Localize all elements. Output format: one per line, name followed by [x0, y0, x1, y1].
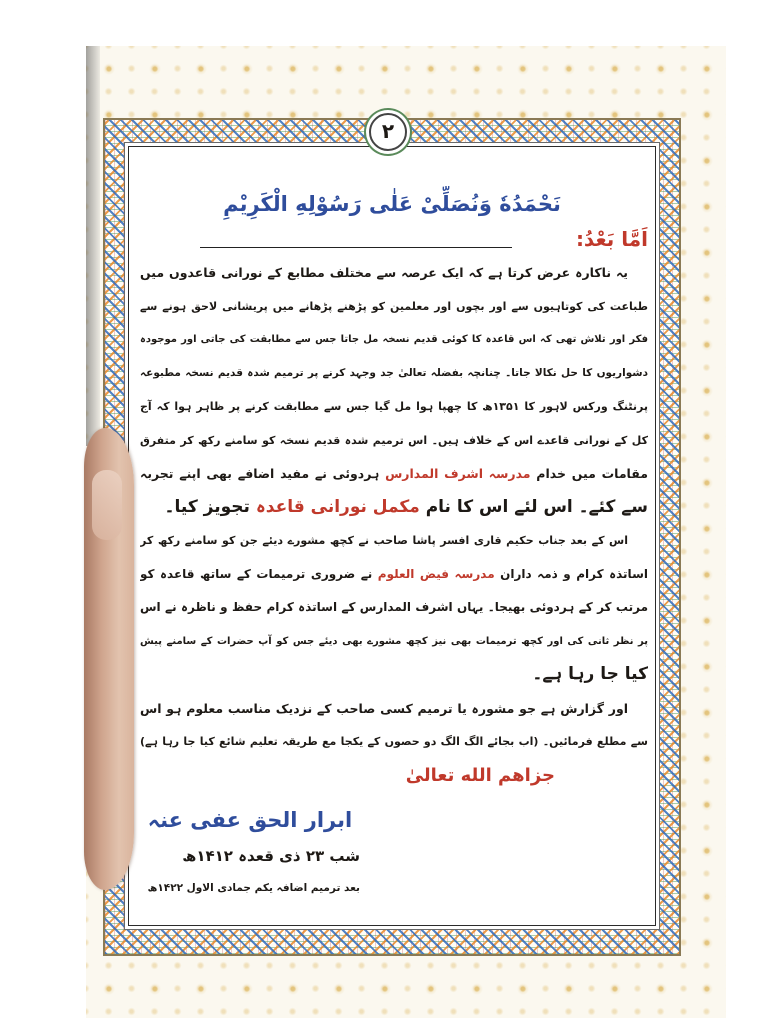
book-title-highlight: مکمل نورانی قاعدہ — [255, 496, 420, 517]
signature-name: ابرار الحق عفی عنہ — [147, 808, 353, 832]
text-line — [140, 457, 648, 491]
text-line — [140, 625, 648, 659]
text-line — [140, 424, 648, 458]
text-line — [140, 491, 648, 525]
text-segment: فکر اور تلاش تھی کہ اس قاعدہ کا کوئی قدیم نسخہ مل جاتا جس سے مطابقت کی جاتی اور موجودہ — [140, 334, 648, 345]
text-segment: اس کے بعد جناب حکیم قاری افسر پاشا صاحب نے کچھ مشورے دیئے جن کو سامنے رکھ کر — [140, 534, 628, 547]
text-segment: دشواریوں کا حل نکالا جاتا۔ چنانچہ بفضلہ تعالیٰ جد وجہد کرنے پر ترمیم شدہ قدیم نسخہ مطبوعہ — [140, 366, 648, 379]
text-line — [140, 357, 648, 391]
text-segment: اور گزارش ہے جو مشورہ یا ترمیم کسی صاحب کے نزدیک مناسب معلوم ہو اس — [140, 700, 628, 716]
text-line — [140, 390, 648, 424]
text-segment: سے کئے۔ اس لئے اس کا نام — [419, 496, 648, 517]
text-line — [140, 256, 648, 290]
text-line — [140, 290, 648, 324]
signature-block — [140, 800, 360, 904]
text-segment: پر نظر ثانی کی اور کچھ ترمیمات بھی نیز کچھ مشورے بھی دیئے جس کو آپ حضرات کے سامنے پیش — [140, 635, 648, 647]
page-edge-shadow — [86, 46, 100, 446]
opening-amma-baad: اَمَّا بَعْدُ: — [575, 227, 648, 251]
text-segment: مقامات میں خدام — [530, 466, 648, 481]
madrasa-name-highlight: مدرسہ اشرف المدارس — [385, 466, 531, 481]
page-number: ۲ — [369, 113, 407, 151]
text-segment: سے مطلع فرمائیں۔ (اب بجائے الگ الگ دو حصوں کے یکجا مع طریقہ تعلیم شائع کیا جا رہا ہے) — [140, 735, 648, 748]
opening-rule-line — [200, 247, 512, 248]
text-line — [140, 692, 648, 726]
text-segment: طباعت کی کوتاہیوں سے اور بچوں اور معلمین کو پڑھنے پڑھانے میں پریشانی لاحق ہونے سے — [140, 299, 648, 313]
text-segment: نے ضروری ترمیمات کے ساتھ قاعدہ کو — [140, 566, 378, 581]
heading-invocation: نَحْمَدُهٗ وَنُصَلِّیْ عَلٰی رَسُوْلِهِ الْکَرِیْمِ — [223, 192, 561, 216]
text-line — [140, 323, 648, 357]
closing-prayer: جزاهم الله تعالیٰ — [405, 764, 555, 786]
text-line — [140, 591, 648, 625]
text-segment: اساتذہ کرام و ذمہ داران — [494, 566, 648, 581]
text-line — [140, 725, 648, 759]
text-line — [140, 524, 648, 558]
text-line — [140, 558, 648, 592]
text-segment: یہ ناکارہ عرض کرتا ہے کہ ایک عرصہ سے مختلف مطابع کے نورانی قاعدوں میں — [140, 265, 628, 280]
signature-date: شب ۲۳ ذی قعدہ ۱۴۱۲ھ — [182, 847, 360, 865]
text-segment: کیا جا رہا ہے۔ — [532, 664, 648, 684]
text-segment: تجویز کیا۔ — [164, 496, 256, 517]
text-segment: پرنٹنگ ورکس لاہور کا ۱۳۵۱ھ کا چھپا ہوا مل گیا جس سے مطابقت کرنے پر ظاہر ہوا کہ آج — [140, 400, 648, 413]
preface-text — [140, 256, 648, 792]
text-segment: مرتب کر کے ہردوئی بھیجا۔ یہاں اشرف المدارس کے اساتذہ کرام حفظ و ناظرہ نے اس — [140, 600, 648, 614]
text-line — [140, 658, 648, 692]
thumb-nail-highlight — [92, 470, 122, 540]
revision-date: بعد ترمیم اضافہ یکم جمادی الاول ۱۴۲۲ھ — [147, 882, 360, 894]
text-segment: ہردوئی نے مفید اضافے بھی اپنے تجربہ — [140, 466, 386, 481]
text-segment: کل کے نورانی قاعدے اس کے خلاف ہیں۔ اس ترمیم شدہ قدیم نسخہ کو سامنے رکھ کر متفرق — [140, 433, 648, 447]
madrasa-name-highlight: مدرسہ فیض العلوم — [377, 566, 495, 581]
